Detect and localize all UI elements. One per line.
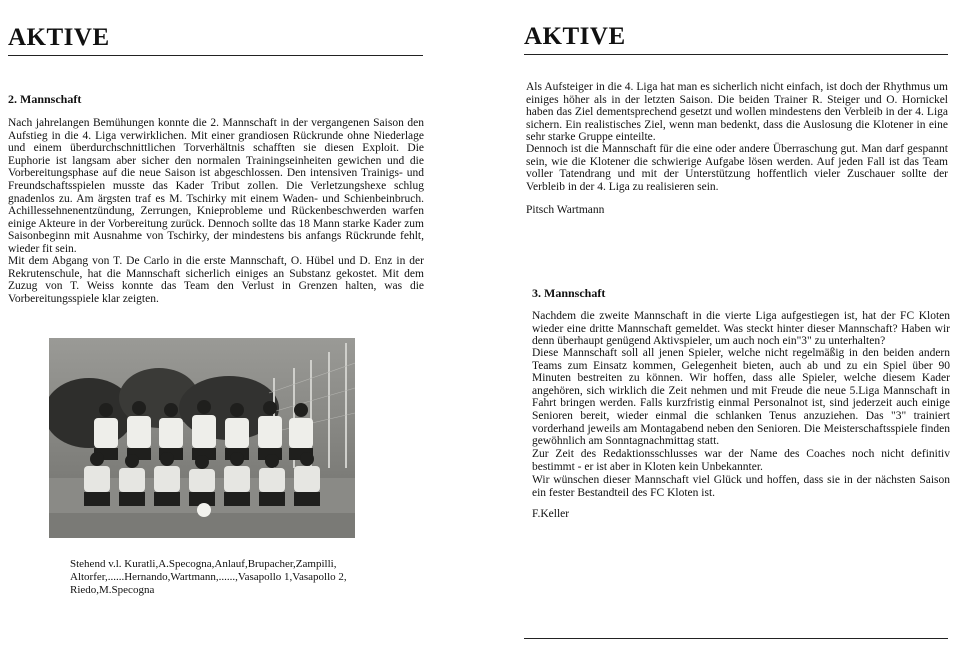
left-title-rule bbox=[8, 55, 423, 56]
left-paragraph-2: Mit dem Abgang von T. De Carlo in die erste Mannschaft, O. Hübel und D. Enz in der Rekrutenschule, hat die Mannschaft sicherlich einiges an Substanz gekostet. Mit dem Zuzug von T. Weiss konnte das Team den Verlust in Grenzen halten, was die Vorbereitungsspiele klar zeigten. bbox=[8, 255, 424, 305]
team-photo-image bbox=[49, 338, 355, 538]
right-paragraph-2: Dennoch ist die Mannschaft für die eine oder andere Überraschung gut. Man darf gespannt sein, wie die Klotener die schwierige Aufgabe lösen werden. Auf jeden Fall ist das Team voller Tatendrang und mit der Unterstützung hoffentlich vieler Zuschauer sollte der Verbleib in der 4. Liga zu realisieren sein. bbox=[526, 143, 948, 193]
right-paragraph-3: Nachdem die zweite Mannschaft in die vierte Liga aufgestiegen ist, hat der FC Kloten wieder eine dritte Mannschaft gemeldet. Was steckt hinter dieser Mannschaft? Haben wir denn überhaupt genügend Aktivspieler, um auch noch ein"3" zu unterhalten? bbox=[532, 310, 950, 348]
team-photo bbox=[49, 338, 355, 538]
right-paragraph-5: Zur Zeit des Redaktionsschlusses war der Name des Coaches noch nicht definitiv bestimmt - er ist aber in Kloten kein Unbekannter. bbox=[532, 448, 950, 473]
photo-caption: Stehend v.l. Kuratli,A.Specogna,Anlauf,Brupacher,Zampilli, Altorfer,......Hernando,Wartmann,......,Vasapollo 1,Vasapollo 2, Riedo,M.Specogna bbox=[70, 558, 347, 596]
right-bottom-rule bbox=[524, 638, 948, 639]
right-title-rule bbox=[524, 54, 948, 55]
right-page bbox=[480, 0, 960, 665]
section-heading-3-mannschaft: 3. Mannschaft bbox=[532, 286, 606, 300]
right-paragraph-4: Diese Mannschaft soll all jenen Spieler, welche nicht regelmäßig in den beiden andern Teams zum Einsatz kommen, Gelegenheit bieten, auch ab und zu ein Spiel über 90 Minuten bestreiten zu können. Wir hoffen, dass alle Spieler, welche diesem Kader angehören, sich wirklich die Zeit nehmen und mit Freude die neue 5.Liga Mannschaft in Fahrt bringen werden. Falls kurzfristig einmal Personalnot ist, sind jederzeit auch einige Senioren bereit, wieder einmal die schlanken Tenus anzuziehen. Das "3" trainiert vorderhand jeweils am Montagabend neben den Senioren. Die Meisterschaftsspiele finden gewöhnlich am Sonntagnachmittag statt. bbox=[532, 347, 950, 448]
right-page-title: AKTIVE bbox=[524, 23, 626, 50]
signature-pitsch-wartmann: Pitsch Wartmann bbox=[526, 204, 605, 216]
left-paragraph-1: Nach jahrelangen Bemühungen konnte die 2. Mannschaft in der vergangenen Saison den Aufstieg in die 4. Liga verwirklichen. Mit einer grandiosen Rückrunde ohne Niederlage und einem überdurchschnittlichen Torverhältnis schafften sie diesen Exploit. Die Euphorie ist langsam aber sicher den normalen Trainingseinheiten gewichen und die Vorbereitungsphase auf die neue Saison ist abgeschlossen. Den intensiven Trainigs- und Freundschaftsspielen musste das Kader Tribut zollen. Die Verletzungshexe schlug gnadenlos zu. Am ärgsten traf es M. Tschirky mit einem Waden- und Schienbeinbruch. Achillessehnenentzündung, Zerrungen, Knieprobleme und Rückenbeschwerden warfen einige Akteure in der Vorbereitung zurück. Dennoch sollte das 18 Mann starke Kader zum Saisonbeginn mit Ausnahme von Tschirky, der mindestens bis anfangs Rückrunde fehlt, wieder fit sein. bbox=[8, 117, 424, 255]
section-heading-2-mannschaft: 2. Mannschaft bbox=[8, 92, 82, 106]
right-paragraph-6: Wir wünschen dieser Mannschaft viel Glück und hoffen, dass sie in der nächsten Saison ein fester Bestandteil des FC Kloten ist. bbox=[532, 474, 950, 499]
signature-f-keller: F.Keller bbox=[532, 508, 570, 520]
right-paragraph-1: Als Aufsteiger in die 4. Liga hat man es sicherlich nicht einfach, ist doch der Rhythmus um einiges höher als in der letzten Saison. Die beiden Trainer R. Steiger und O. Hornickel haben das Ziel dementsprechend gesetzt und wollen mindestens den Verbleib in der 4. Liga sichern. Ein realistisches Ziel, wenn man bedenkt, dass die Auslosung die Klotener in eine sehr starke Gruppe einteilte. bbox=[526, 81, 948, 144]
left-page-title: AKTIVE bbox=[8, 24, 110, 51]
